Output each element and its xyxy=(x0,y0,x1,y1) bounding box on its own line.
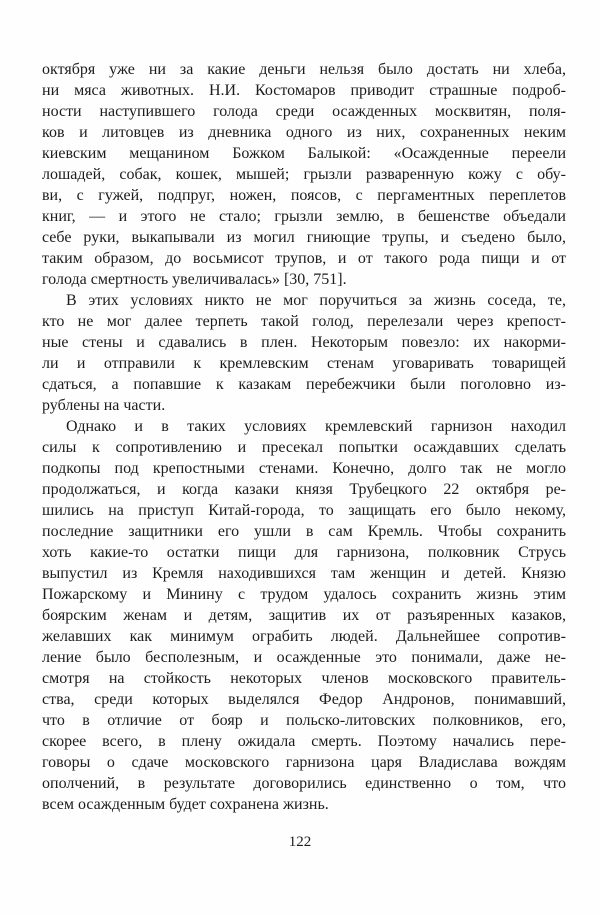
text-line: ков и литовцев из дневника одного из них, сохраненных неким xyxy=(42,124,566,141)
text-line: ополчений, в результате договорились единственно о том, что xyxy=(42,775,566,792)
text-line: последние защитники его ушли в сам Кремль. Чтобы сохранить xyxy=(42,523,566,540)
text-line: киевским мещанином Божком Балыкой: «Осажденные переели xyxy=(42,145,566,162)
page-text xyxy=(42,59,566,815)
text-line: шились на приступ Китай-города, то защищать его было некому, xyxy=(42,502,566,519)
page-number: 122 xyxy=(288,834,312,850)
text-line: боярским женам и детям, защитив их от разъяренных казаков, xyxy=(42,607,566,624)
text-line: ление было бесполезным, и осажденные это понимали, даже не- xyxy=(42,649,566,666)
text-line: ные стены и сдавались в плен. Некоторым повезло: их накорми- xyxy=(42,334,566,351)
text-line: сдаться, а попавшие к казакам перебежчики были поголовно из- xyxy=(42,376,566,393)
text-line: ности наступившего голода среди осажденных москвитян, поля- xyxy=(42,103,566,120)
text-line: смотря на стойкость некоторых членов московского правитель- xyxy=(42,670,566,687)
text-line: всем осажденным будет сохранена жизнь. xyxy=(42,796,329,813)
text-line: лошадей, собак, кошек, мышей; грызли разваренную кожу с обу- xyxy=(42,166,566,183)
text-line: что в отличие от бояр и польско-литовских полковников, его, xyxy=(42,712,566,729)
text-line: скорее всего, в плену ожидала смерть. Поэтому начались пере- xyxy=(42,733,566,750)
text-line: говоры о сдаче московского гарнизона царя Владислава вождям xyxy=(42,754,566,771)
text-line: книг, — и этого не стало; грызли землю, в бешенстве объедали xyxy=(42,208,566,225)
text-line: ства, среди которых выделялся Федор Андронов, понимавший, xyxy=(42,691,566,708)
text-line: подкопы под крепостными стенами. Конечно, долго так не могло xyxy=(42,460,566,477)
text-line: силы к сопротивлению и пресекал попытки осаждавших сделать xyxy=(42,439,566,456)
text-line: рублены на части. xyxy=(42,397,166,414)
text-line: себе руки, выкапывали из могил гниющие трупы, и съедено было, xyxy=(42,229,566,246)
text-line: кто не мог далее терпеть такой голод, перелезали через крепост- xyxy=(42,313,566,330)
text-line: продолжаться, и когда казаки князя Трубецкого 22 октября ре- xyxy=(42,481,566,498)
text-line: выпустил из Кремля находившихся там женщин и детей. Князю xyxy=(42,565,566,582)
text-line: Однако и в таких условиях кремлевский гарнизон находил xyxy=(66,418,566,435)
text-line: ли и отправили к кремлевским стенам уговаривать товарищей xyxy=(42,355,566,372)
text-line: октября уже ни за какие деньги нельзя было достать ни хлеба, xyxy=(42,61,566,78)
text-line: ни мяса животных. Н.И. Костомаров приводит страшные подроб- xyxy=(42,82,566,99)
text-line: желавших как минимум ограбить людей. Дальнейшее сопротив- xyxy=(42,628,566,645)
text-line: таким образом, до восьмисот трупов, и от такого рода пищи и от xyxy=(42,250,566,267)
text-line: Пожарскому и Минину с трудом удалось сохранить жизнь этим xyxy=(42,586,566,603)
text-line: ви, с гужей, подпруг, ножен, поясов, с пергаментных переплетов xyxy=(42,187,566,204)
text-line: голода смертность увеличивалась» [30, 751]. xyxy=(42,271,347,288)
text-line: хоть какие-то остатки пищи для гарнизона, полковник Струсь xyxy=(42,544,566,561)
text-line: В этих условиях никто не мог поручиться за жизнь соседа, те, xyxy=(66,292,566,309)
